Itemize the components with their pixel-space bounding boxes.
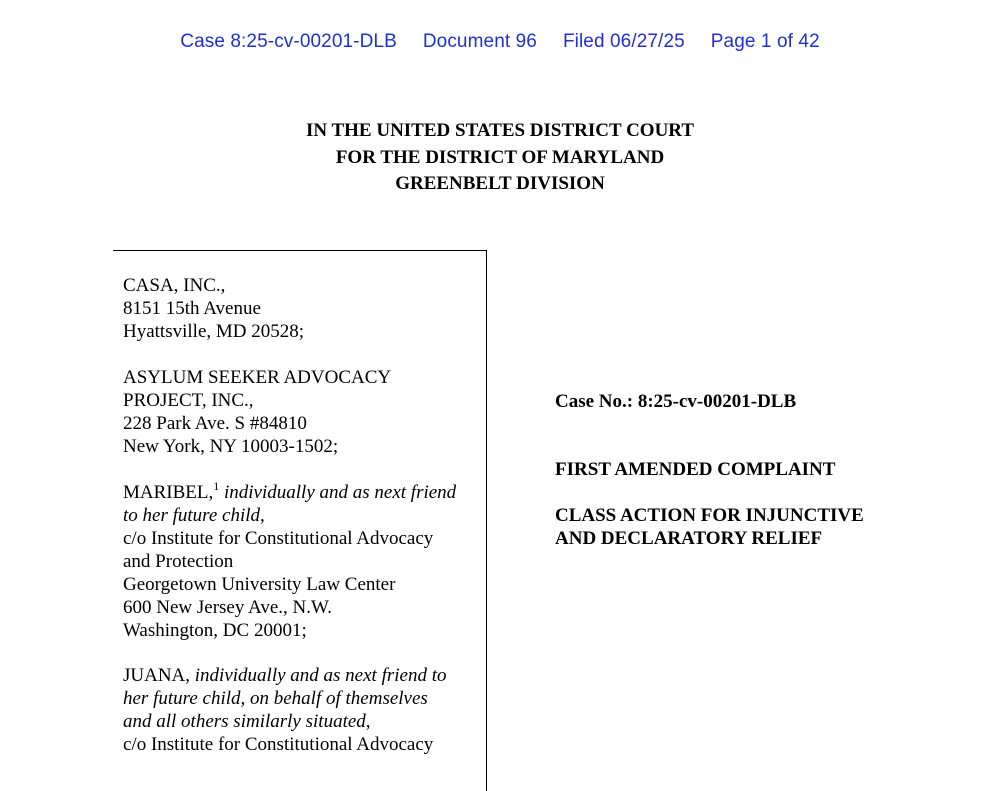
party-name: JUANA, <box>123 665 191 686</box>
case-number-label: Case No.: 8:25-cv-00201-DLB <box>555 391 797 412</box>
ecf-filing-header <box>0 31 1000 53</box>
party-juana: JUANA, individually and as next friend to her future child, on behalf of themselves and all others similarly situated, c/o Institute for Constitutional Advocacy <box>123 664 483 756</box>
party-address-line: c/o Institute for Constitutional Advocacy <box>123 528 434 549</box>
party-address-line: Hyattsville, MD 20528; <box>123 321 305 342</box>
party-name: PROJECT, INC., <box>123 390 254 411</box>
document-subtitle-line: CLASS ACTION FOR INJUNCTIVE <box>555 505 864 526</box>
party-role: to her future child <box>123 505 261 526</box>
filed-date-stamp: Filed 06/27/25 <box>562 31 685 52</box>
page-number-stamp: Page 1 of 42 <box>710 31 820 52</box>
party-casa <box>123 274 483 343</box>
party-address-line: Washington, DC 20001; <box>123 620 307 641</box>
party-address-line: c/o Institute for Constitutional Advocacy <box>123 734 434 755</box>
court-caption-line: FOR THE DISTRICT OF MARYLAND <box>335 146 665 168</box>
party-role: and all others similarly situated <box>123 711 366 732</box>
case-number-stamp: Case 8:25-cv-00201-DLB <box>180 31 397 52</box>
party-role: individually and as next friend to <box>194 665 447 686</box>
court-caption-line: IN THE UNITED STATES DISTRICT COURT <box>305 120 695 141</box>
document-subtitle <box>555 504 864 550</box>
document-number-stamp: Document 96 <box>422 31 537 52</box>
party-address-line: New York, NY 10003-1502; <box>123 436 339 457</box>
party-role: her future child, on behalf of themselves <box>123 688 428 709</box>
party-role: individually and as next friend <box>224 482 457 503</box>
party-address-line: 600 New Jersey Ave., N.W. <box>123 597 332 618</box>
party-address-line: Georgetown University Law Center <box>123 574 396 595</box>
party-address-line: 8151 15th Avenue <box>123 298 261 319</box>
court-caption-line: GREENBELT DIVISION <box>395 173 605 194</box>
party-name: ASYLUM SEEKER ADVOCACY <box>123 367 392 388</box>
party-address-line: and Protection <box>123 551 234 572</box>
party-name: MARIBEL, <box>123 482 214 503</box>
footnote-marker: 1 <box>213 479 220 493</box>
party-address-line: 228 Park Ave. S #84810 <box>123 413 307 434</box>
party-asap <box>123 366 483 458</box>
document-subtitle-line: AND DECLARATORY RELIEF <box>555 528 823 549</box>
court-caption <box>0 118 1000 198</box>
document-title: FIRST AMENDED COMPLAINT <box>555 459 836 480</box>
party-name: CASA, INC., <box>123 275 226 296</box>
party-maribel: MARIBEL,$^1$ individually and as next friend to her future child, c/o Institute for Constitutional Advocacy and Protection Georgetown University Law Center 600 New Jersey Ave., N.W. Washington, DC 20001; <box>123 481 483 642</box>
